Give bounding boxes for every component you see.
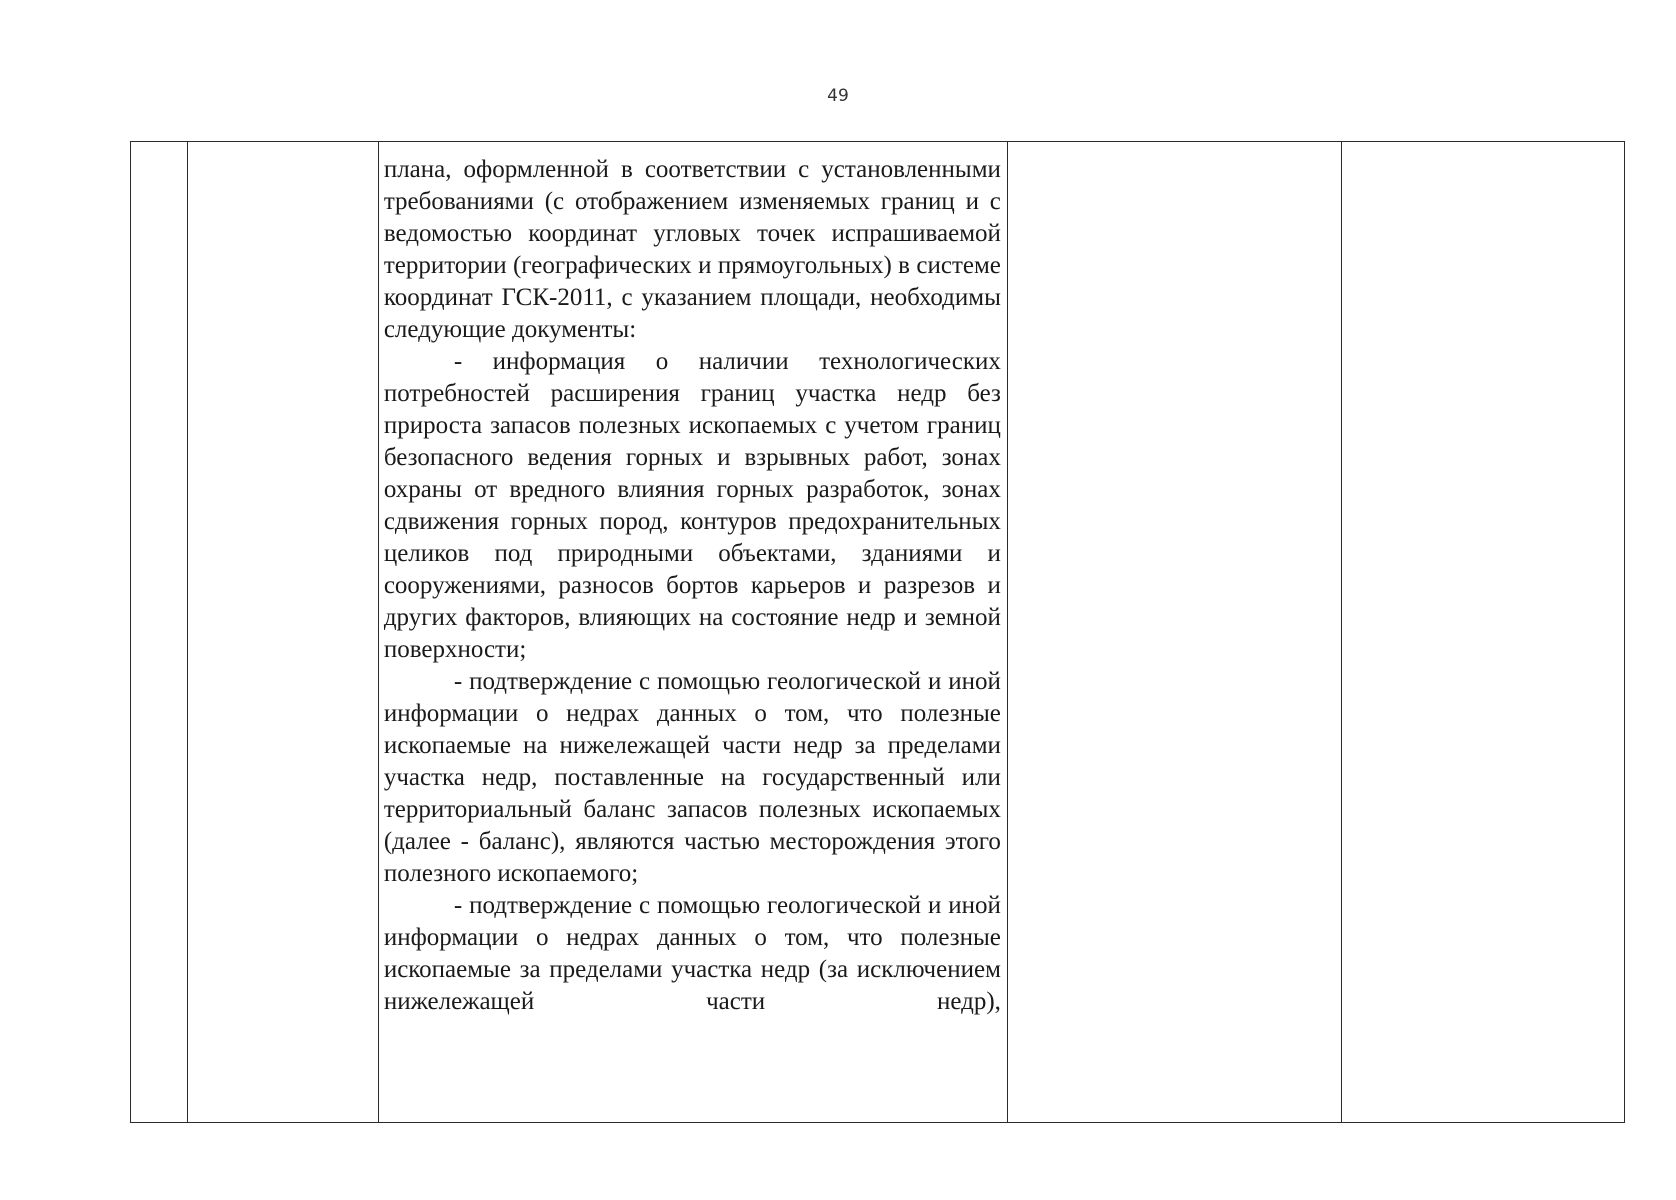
table-cell-col3 bbox=[378, 142, 1007, 1123]
paragraph-item-technological-needs: - информация о наличии технологических потребностей расширения границ участка недр без прироста запасов полезных ископаемых с учетом границ безопасного ведения горных и взрывных работ, зонах охраны от вредного влияния горных разработок, зонах сдвижения горных пород, контуров предохранительных целиков под природными объектами, зданиями и сооружениями, разносов бортов карьеров и разрезов и других факторов, влияющих на состояние недр и земной поверхности; bbox=[383, 348, 1001, 663]
paragraph-item-confirmation-lower-part: - подтверждение с помощью геологической и иной информации о недрах данных о том, что полезные ископаемые на нижележащей части недр за пределами участка недр, поставленные на государственный или территориальный баланс запасов полезных ископаемых (далее - баланс), являются частью месторождения этого полезного ископаемого; bbox=[383, 668, 1001, 887]
paragraph-intro: плана, оформленной в соответствии с установленными требованиями (с отображением изменяемых границ и с ведомостью координат угловых точек испрашиваемой территории (географических и прямоугольных) в системе координат ГСК-2011, с указанием площади, необходимы следующие документы: bbox=[383, 156, 1001, 343]
cell-text-block bbox=[379, 142, 1007, 1018]
table-cell-col5 bbox=[1342, 142, 1625, 1123]
document-table bbox=[130, 141, 1625, 1123]
table-cell-col4 bbox=[1007, 142, 1341, 1123]
table-cell-col1 bbox=[131, 142, 188, 1123]
page-number: 49 bbox=[827, 86, 849, 106]
table-cell-col2 bbox=[188, 142, 379, 1123]
paragraph-item-confirmation-outside: - подтверждение с помощью геологической и иной информации о недрах данных о том, что полезные ископаемые за пределами участка недр (за исключением нижележащей части недр), bbox=[383, 892, 1001, 1015]
table-row bbox=[131, 142, 1625, 1123]
